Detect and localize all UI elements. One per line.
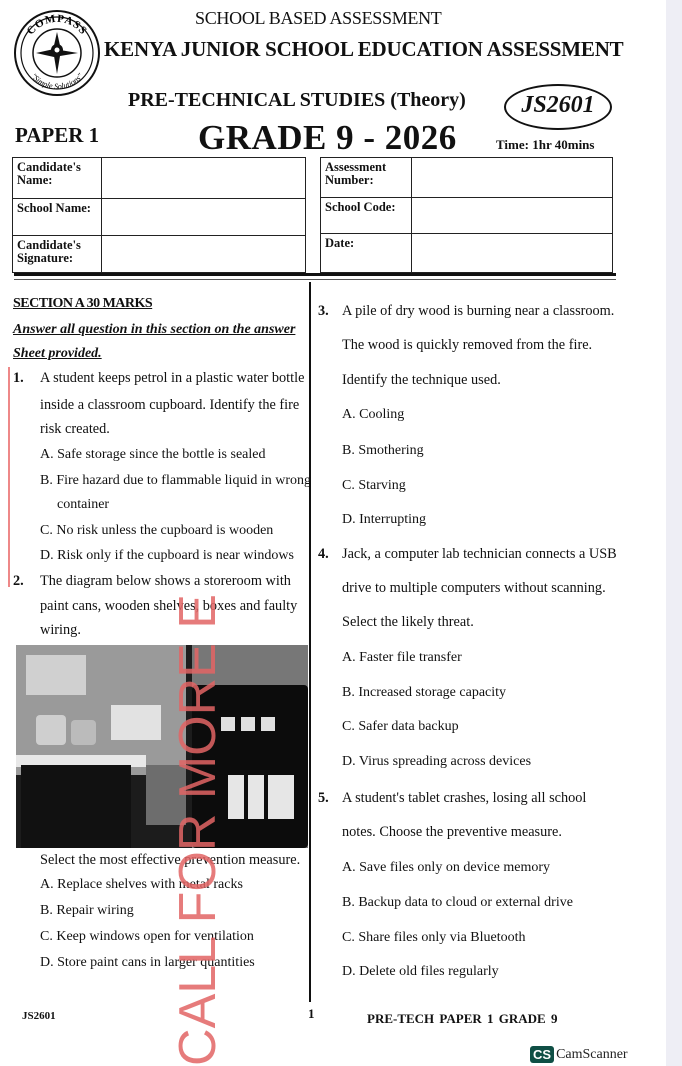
question-4-option-b[interactable]: B. Increased storage capacity: [342, 685, 507, 700]
question-4-number: 4.: [318, 546, 329, 562]
question-5-option-a[interactable]: A. Save files only on device memory: [342, 860, 551, 875]
logo-bottom-text: "Simple Solutions": [29, 71, 85, 92]
header-line2: KENYA JUNIOR SCHOOL EDUCATION ASSESSMENT: [104, 37, 624, 61]
question-2-number: 2.: [13, 573, 24, 589]
grade-title: GRADE 9 - 2026: [198, 118, 457, 157]
camscanner-watermark: [530, 1046, 628, 1063]
question-3-text-3: Identify the technique used.: [342, 372, 501, 388]
question-3-option-d[interactable]: D. Interrupting: [342, 512, 426, 527]
question-2-option-a[interactable]: A. Replace shelves with metal racks: [40, 877, 243, 892]
question-3-option-a[interactable]: A. Cooling: [342, 407, 405, 422]
candidate-info-table: [12, 157, 306, 273]
question-1-number: 1.: [13, 370, 24, 386]
question-3-number: 3.: [318, 303, 329, 319]
school-name-field[interactable]: [102, 199, 306, 236]
signature-label: Candidate's Signature:: [13, 236, 102, 273]
question-1-option-a[interactable]: A. Safe storage since the bottle is sealed: [40, 447, 266, 462]
question-3-option-c[interactable]: C. Starving: [342, 478, 406, 493]
question-1-option-b-cont: container: [57, 497, 110, 512]
subject-title: PRE-TECHNICAL STUDIES (Theory): [128, 89, 466, 111]
candidate-name-label: Candidate's Name:: [13, 158, 102, 199]
question-5-option-b[interactable]: B. Backup data to cloud or external drive: [342, 895, 573, 910]
question-4-text-2: drive to multiple computers without scanning.: [342, 580, 606, 596]
question-1-text-1: A student keeps petrol in a plastic water bottle: [40, 370, 305, 386]
question-1-text-2: inside a classroom cupboard. Identify the fire: [40, 397, 300, 413]
question-5-option-d[interactable]: D. Delete old files regularly: [342, 964, 499, 979]
question-2-option-d[interactable]: D. Store paint cans in larger quantities: [40, 955, 255, 970]
question-4-text-1: Jack, a computer lab technician connects a USB: [342, 546, 617, 562]
question-1-option-b[interactable]: B. Fire hazard due to flammable liquid in wrong: [40, 473, 311, 488]
header-rule: [14, 273, 616, 276]
question-2-text-1: The diagram below shows a storeroom with: [40, 573, 291, 589]
question-2-text-4: Select the most effective prevention measure.: [40, 852, 301, 868]
footer-paper-info: PRE-TECH PAPER 1 GRADE 9: [367, 1011, 558, 1026]
header-rule-thin: [14, 279, 616, 280]
question-3-text-2: The wood is quickly removed from the fire.: [342, 337, 593, 353]
viewer-scrollbar-track[interactable]: [666, 0, 682, 1066]
section-title: SECTION A 30 MARKS: [13, 296, 153, 311]
school-name-label: School Name:: [13, 199, 102, 236]
date-field[interactable]: [412, 234, 613, 273]
column-divider: [309, 282, 311, 1002]
paper-label: PAPER 1: [15, 123, 100, 147]
question-4-option-d[interactable]: D. Virus spreading across devices: [342, 754, 532, 769]
assessment-number-label: Assessment Number:: [321, 158, 412, 198]
camscanner-logo-icon: CS: [530, 1046, 554, 1063]
time-allowed: Time: 1hr 40mins: [496, 137, 595, 152]
question-2-text-3: wiring.: [40, 622, 81, 638]
question-4-option-c[interactable]: C. Safer data backup: [342, 719, 459, 734]
date-label: Date:: [321, 234, 412, 273]
margin-mark: [8, 367, 10, 587]
code-badge-text: JS2601: [521, 92, 595, 118]
question-2-text-2: paint cans, wooden shelves, boxes and faulty: [40, 598, 298, 614]
assessment-number-field[interactable]: [412, 158, 613, 198]
question-5-option-c[interactable]: C. Share files only via Bluetooth: [342, 930, 526, 945]
question-2-option-b[interactable]: B. Repair wiring: [40, 903, 134, 918]
code-badge: [504, 84, 612, 130]
camscanner-label: CamScanner: [556, 1046, 628, 1062]
candidate-name-field[interactable]: [102, 158, 306, 199]
question-3-text-1: A pile of dry wood is burning near a classroom.: [342, 303, 615, 319]
question-5-number: 5.: [318, 790, 329, 806]
question-5-text-1: A student's tablet crashes, losing all school: [342, 790, 587, 806]
logo-top-text: COMPASS: [24, 12, 90, 38]
assessment-info-table: [320, 157, 613, 273]
question-1-option-d[interactable]: D. Risk only if the cupboard is near windows: [40, 548, 294, 563]
section-instruction-1: Answer all question in this section on the answer: [13, 322, 296, 337]
question-2-option-c[interactable]: C. Keep windows open for ventilation: [40, 929, 254, 944]
school-code-field[interactable]: [412, 198, 613, 234]
question-5-text-2: notes. Choose the preventive measure.: [342, 824, 562, 840]
svg-text:"Simple Solutions": [29, 71, 85, 91]
footer-page-number: 1: [308, 1006, 315, 1021]
question-4-option-a[interactable]: A. Faster file transfer: [342, 650, 462, 665]
signature-field[interactable]: [102, 236, 306, 273]
question-4-text-3: Select the likely threat.: [342, 614, 474, 630]
school-code-label: School Code:: [321, 198, 412, 234]
question-1-option-c[interactable]: C. No risk unless the cupboard is wooden: [40, 523, 274, 538]
footer-code: JS2601: [22, 1010, 56, 1022]
compass-logo-icon: [12, 8, 102, 98]
section-instruction-2: Sheet provided.: [13, 346, 102, 361]
watermark-text: CALL FOR MORE E: [168, 594, 227, 1066]
question-1-text-3: risk created.: [40, 421, 110, 437]
header-line1: SCHOOL BASED ASSESSMENT: [195, 8, 442, 28]
question-3-option-b[interactable]: B. Smothering: [342, 443, 424, 458]
storeroom-photo: [16, 645, 308, 848]
